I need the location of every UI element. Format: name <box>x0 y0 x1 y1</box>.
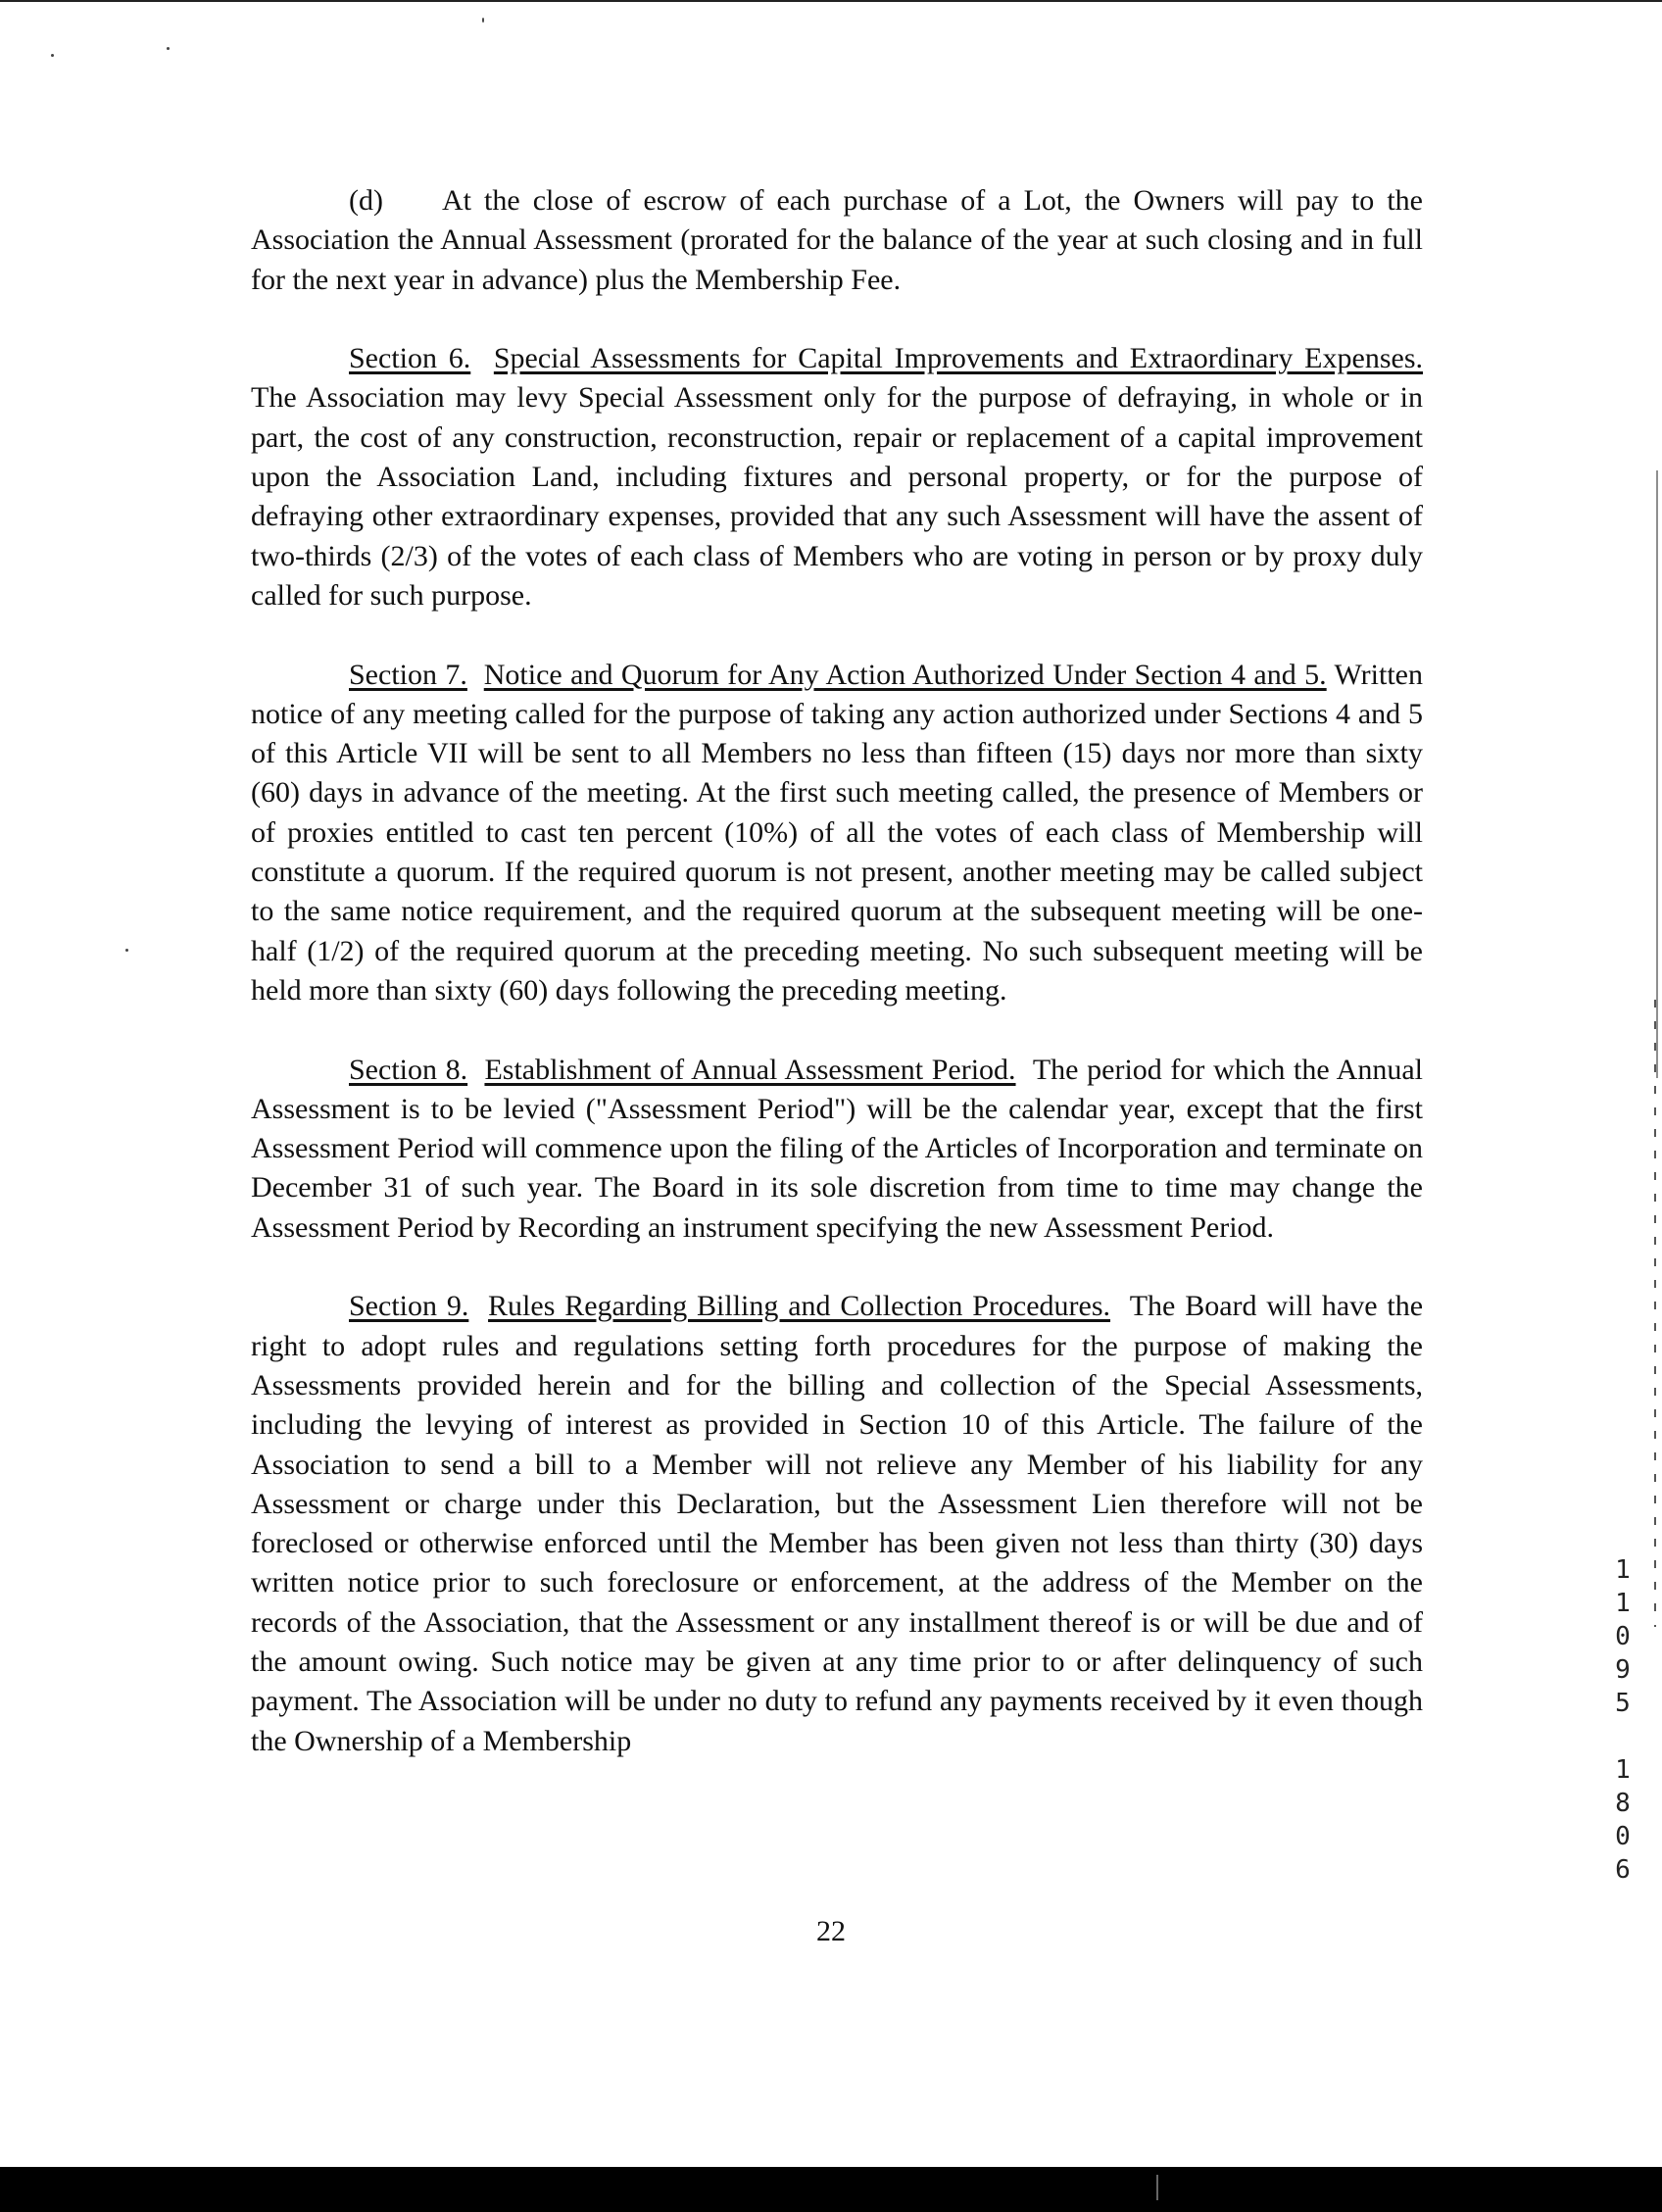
section-number: Section 9. <box>349 1290 469 1323</box>
scan-right-edge-line <box>1656 0 1658 1078</box>
scan-bar-tick <box>1156 2175 1158 2200</box>
stamp-digit: 5 <box>1615 1689 1631 1718</box>
scan-speck <box>167 47 170 50</box>
section-heading: Rules Regarding Billing and Collection Procedures. <box>488 1290 1111 1323</box>
section-heading: Notice and Quorum for Any Action Authorized Under Section 4 and 5. <box>483 658 1327 691</box>
stamp-digit: 8 <box>1615 1789 1631 1818</box>
section-heading: Special Assessments for Capital Improvements and Extraordinary Expenses. <box>493 342 1423 375</box>
scan-speck <box>125 949 128 952</box>
page-number: 22 <box>816 1915 846 1947</box>
side-stamp-number <box>1603 1553 1642 1887</box>
paragraph-d <box>251 181 1423 300</box>
section-8 <box>251 1051 1423 1248</box>
stamp-digit: 0 <box>1615 1622 1631 1651</box>
section-9 <box>251 1287 1423 1761</box>
paragraph-text: At the close of escrow of each purchase of a Lot, the Owners will pay to the Association the Annual Assessment (prorated for the balance of the year at such closing and in full for the next year in advance) plus the Membership Fee. <box>251 184 1423 296</box>
document-body <box>251 181 1423 1800</box>
scan-speck <box>51 54 54 57</box>
stamp-digit: 1 <box>1615 1555 1631 1585</box>
section-number: Section 6. <box>349 342 471 375</box>
scan-top-border <box>0 0 1662 2</box>
scan-speck <box>482 18 484 23</box>
section-text: The Board will have the right to adopt rules and regulations setting forth procedures for the purpose of making the Assessments provided herein and for the billing and collection of the Special Assessments, including the levying of interest as provided in Section 10 of this Article. The failure of the Association to send a bill to a Member will not relieve any Member of his liability for any Assessment or charge under this Declaration, but the Assessment Lien therefore will not be foreclosed or otherwise enforced until the Member has been given not less than thirty (30) days written notice prior to such foreclosure or enforcement, at the address of the Member on the records of the Association, that the Assessment or any installment thereof is or will be due and of the amount owing. Such notice may be given at any time prior to or after delinquency of such payment. The Association will be under no duty to refund any payments received by it even though the Ownership of a Membership <box>251 1290 1424 1757</box>
section-6 <box>251 339 1423 615</box>
stamp-digit: 1 <box>1615 1755 1631 1785</box>
section-text: The Association may levy Special Assessment only for the purpose of defraying, in whole or in part, the cost of any construction, reconstruction, repair or replacement of a capital improvement upon the Association Land, including fixtures and personal property, or for the purpose of defraying other extraordinary expenses, provided that any such Assessment will have the assent of two-thirds (2/3) of the votes of each class of Members who are voting in person or by proxy duly called for such purpose. <box>251 381 1423 612</box>
section-text: The period for which the Annual Assessment is to be levied ("Assessment Period") will be the calendar year, except that the first Assessment Period will commence upon the filing of the Articles of Incorporation and terminate on December 31 of such year. The Board in its sole discretion from time to time may change the Assessment Period by Recording an instrument specifying the new Assessment Period. <box>251 1053 1423 1244</box>
stamp-digit: 9 <box>1615 1655 1631 1685</box>
stamp-digit: 6 <box>1615 1855 1631 1885</box>
stamp-digit: 1 <box>1615 1589 1631 1618</box>
section-number: Section 7. <box>349 658 467 691</box>
stamp-digit: 0 <box>1615 1822 1631 1851</box>
section-heading: Establishment of Annual Assessment Period. <box>484 1053 1016 1086</box>
section-number: Section 8. <box>349 1053 468 1086</box>
paragraph-label: (d) <box>349 184 383 217</box>
scan-right-edge-dashes <box>1654 1000 1656 1627</box>
section-text: Written notice of any meeting called for the purpose of taking any action authorized under Sections 4 and 5 of this Article VII will be sent to all Members no less than fifteen (15) days nor more than sixty (60) days in advance of the meeting. At the first such meeting called, the presence of Members or of proxies entitled to cast ten percent (10%) of all the votes of each class of Membership will constitute a quorum. If the required quorum is not present, another meeting may be called subject to the same notice requirement, and the required quorum at the subsequent meeting will be one-half (1/2) of the required quorum at the preceding meeting. No such subsequent meeting will be held more than sixty (60) days following the preceding meeting. <box>251 658 1423 1007</box>
section-7 <box>251 656 1423 1011</box>
scan-bottom-bar <box>0 2167 1662 2212</box>
